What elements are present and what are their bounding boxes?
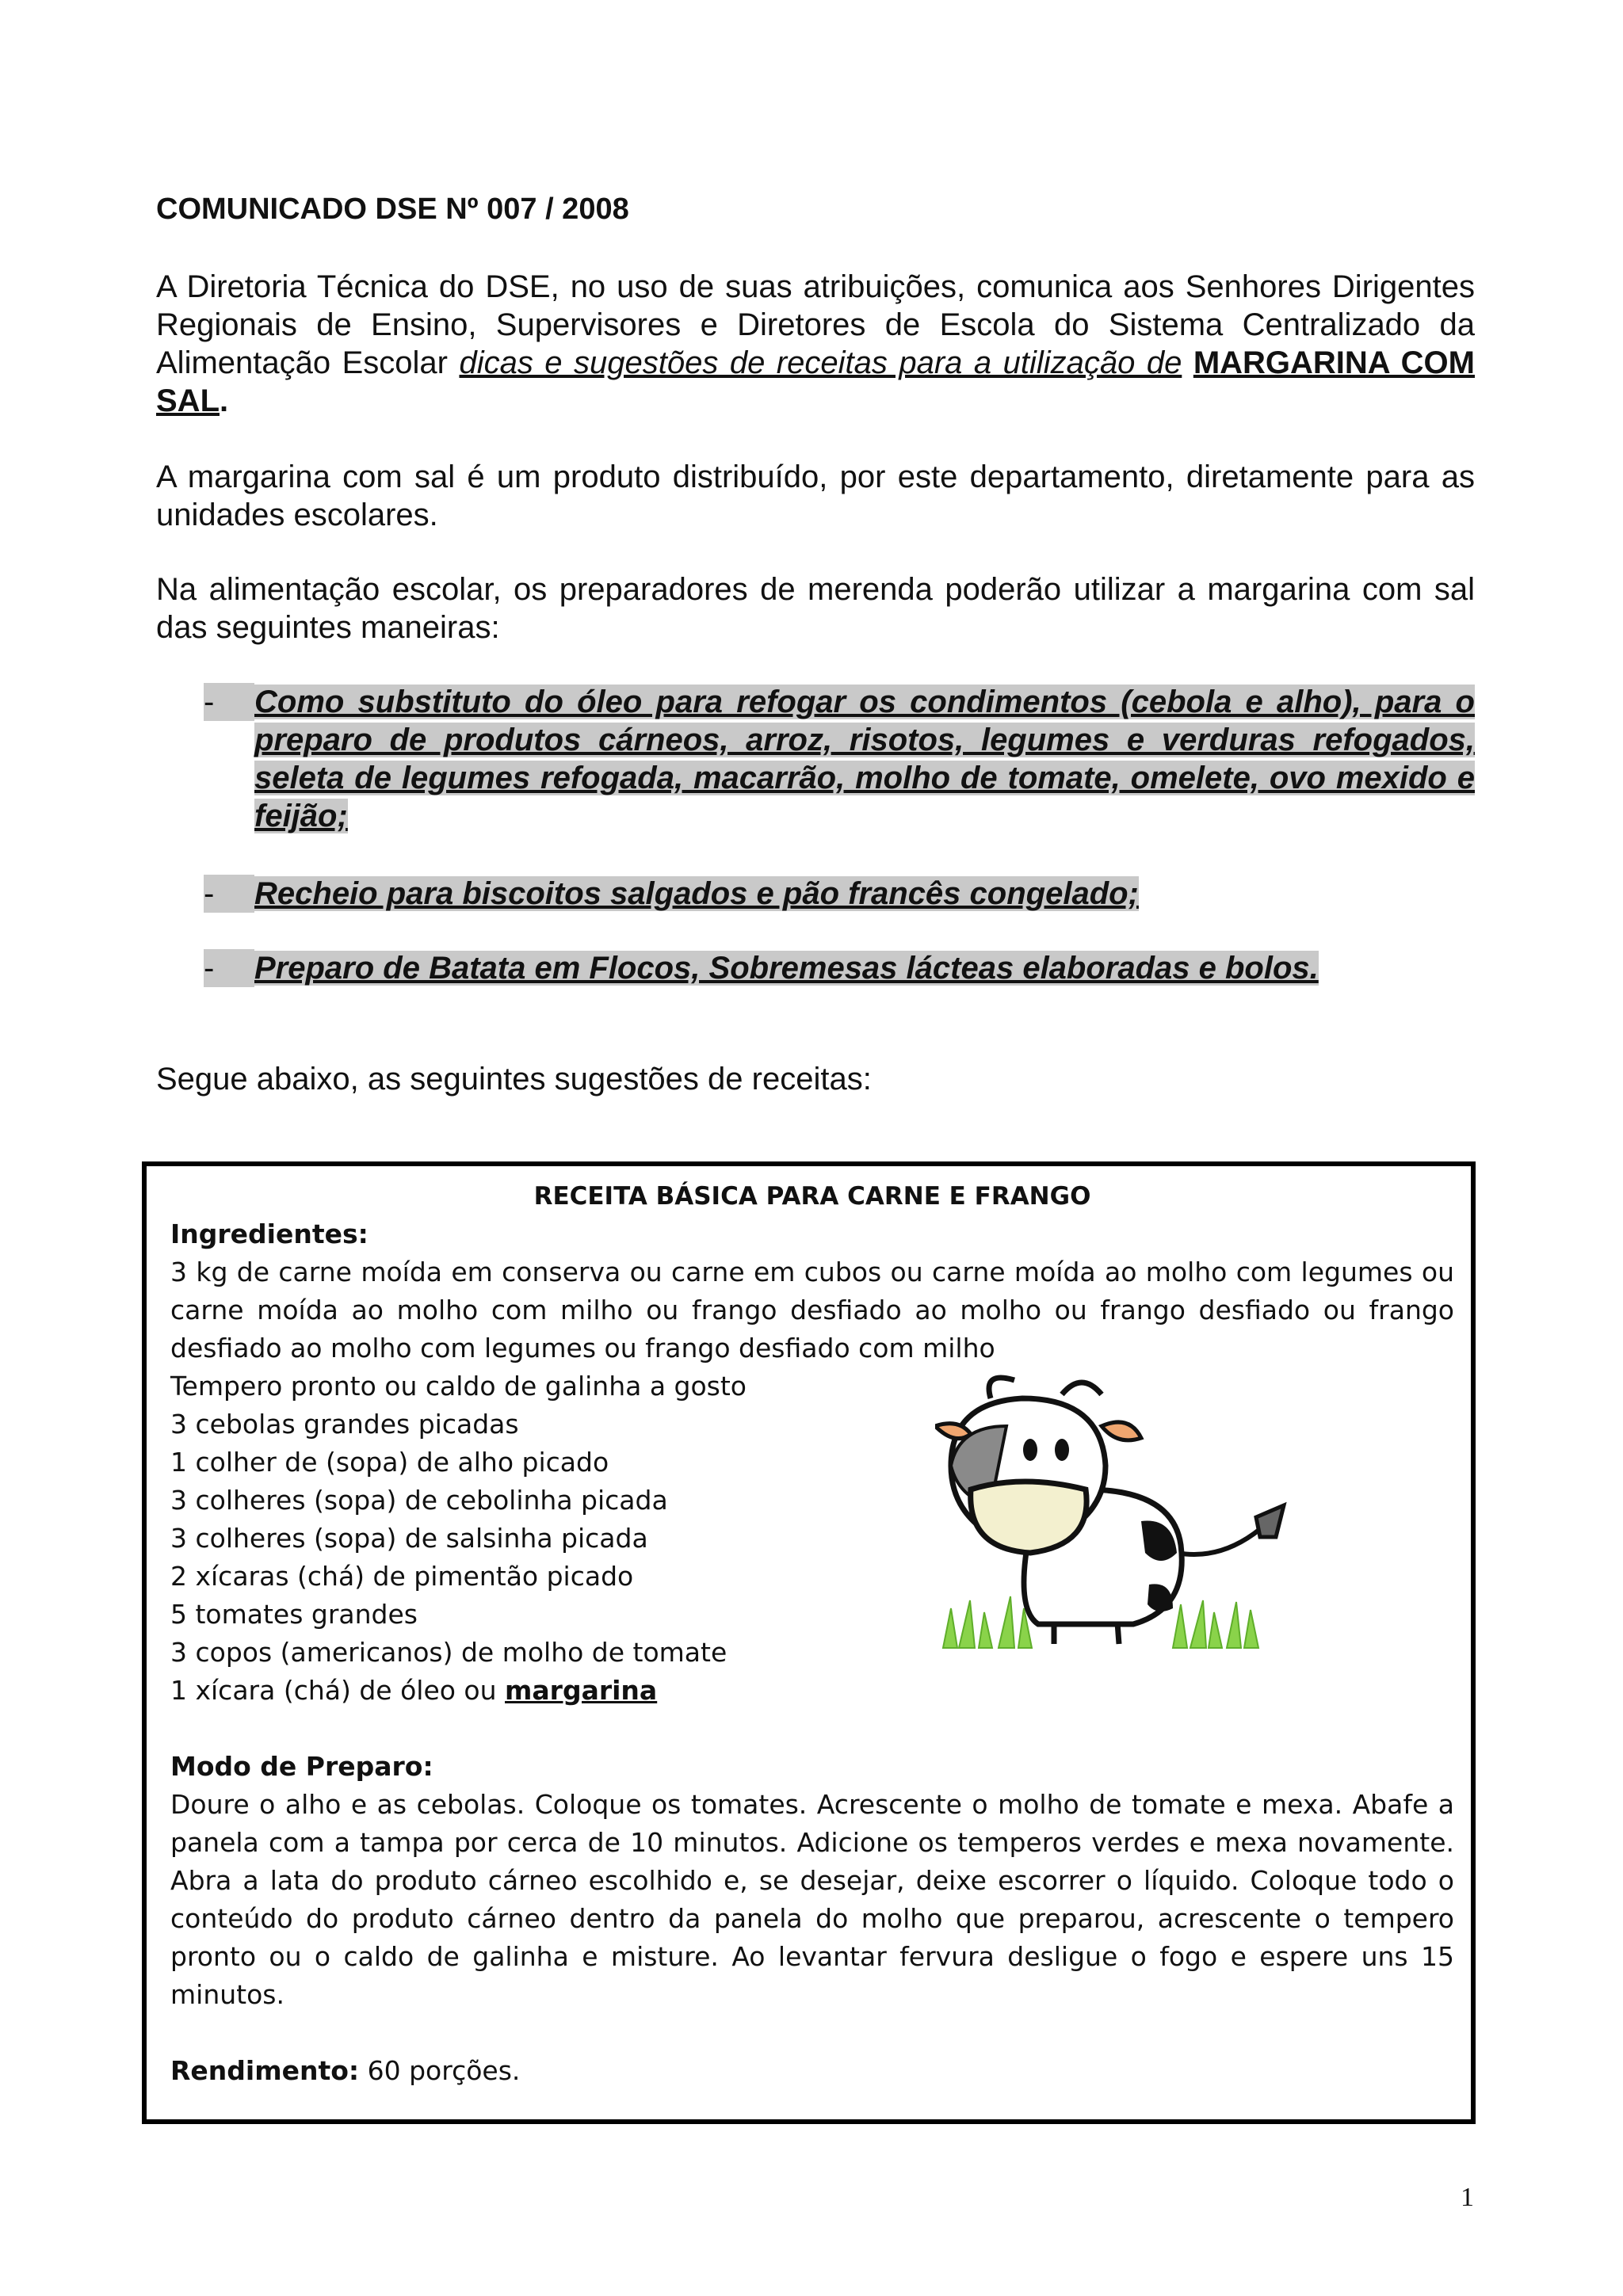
page-number: 1 [1461,2183,1474,2212]
intro-period: . [220,383,229,418]
bullet-item [204,949,1475,987]
ingredient-oil-text: 1 xícara (chá) de óleo ou [170,1675,506,1706]
ingredient-item [170,1672,1454,1710]
intro-emphasis: dicas e sugestões de receitas para a utilização de [459,345,1182,380]
method-label: Modo de Preparo: [170,1751,433,1782]
ingredients-intro: 3 kg de carne moída em conserva ou carne em cubos ou carne moída ao molho com legumes ou carne moída ao molho com milho ou frango desfiado ao molho ou frango desfiado ou frango desfiado ao molho com legumes ou frango desfiado com milho [170,1257,1454,1363]
ingredient-item: 3 cebolas grandes picadas [170,1409,519,1440]
recipe-title: RECEITA BÁSICA PARA CARNE E FRANGO [533,1182,1091,1211]
usage-paragraph: Na alimentação escolar, os preparadores de merenda poderão utilizar a margarina com sal das seguintes maneiras: [156,572,1475,645]
ingredient-item: 1 colher de (sopa) de alho picado [170,1447,609,1478]
intro-paragraph [156,268,1475,420]
cow-icon [935,1371,1300,1656]
ingredient-item: 3 copos (americanos) de molho de tomate [170,1637,727,1668]
bullet-dash: - [204,683,254,721]
yield-label: Rendimento: [170,2055,360,2086]
intro-text: A Diretoria Técnica do DSE, no uso de suas atribuições, comunica aos Senhores Dirigentes Regionais de Ensino, Supervisores e Diretores de Escola do Sistema Centralizado da Alimentação Escolar [156,269,1475,380]
bullet-item [204,875,1475,913]
ingredient-item: 3 colheres (sopa) de salsinha picada [170,1523,648,1554]
ingredient-item: 2 xícaras (chá) de pimentão picado [170,1561,634,1592]
bullet-dash: - [204,949,254,987]
document-heading: COMUNICADO DSE Nº 007 / 2008 [156,193,629,226]
yield-value: 60 porções. [359,2055,521,2086]
ingredients-label: Ingredientes: [170,1219,369,1249]
ingredient-item: 5 tomates grandes [170,1599,418,1630]
ingredient-item: 3 colheres (sopa) de cebolinha picada [170,1485,668,1516]
bullet-text: Preparo de Batata em Flocos, Sobremesas lácteas elaboradas e bolos. [254,951,1319,986]
suggestions-intro: Segue abaixo, as seguintes sugestões de receitas: [156,1062,872,1097]
bullet-item [204,683,1475,835]
method-text: Doure o alho e as cebolas. Coloque os tomates. Acrescente o molho de tomate e mexa. Abafe a panela com a tampa por cerca de 10 minutos. Adicione os temperos verdes e mexa novamente. Abra a lata do produto cárneo escolhido e, se desejar, deixe escorrer o líquido. Coloque todo o conteúdo do produto cárneo dentro da panela do molho que preparou, acrescente o tempero pronto ou o caldo de galinha e misture. Ao levantar fervura desligue o fogo e espere uns 15 minutos. [170,1789,1454,2010]
yield-line [170,2052,1454,2090]
bullet-text: Como substituto do óleo para refogar os condimentos (cebola e alho), para o preparo de produtos cárneos, arroz, risotos, legumes e verduras refogados, seleta de legumes refogada, macarrão, molho de tomate, omelete, ovo mexido e feijão; [254,685,1475,833]
intro-product-name: MARGARINA COM SAL [156,345,1475,418]
ingredient-item: Tempero pronto ou caldo de galinha a gosto [170,1371,747,1402]
ingredient-margarine: margarina [505,1675,658,1706]
distribution-paragraph: A margarina com sal é um produto distribuído, por este departamento, diretamente para as unidades escolares. [156,460,1475,532]
bullet-dash: - [204,875,254,913]
bullet-text: Recheio para biscoitos salgados e pão francês congelado; [254,876,1139,911]
